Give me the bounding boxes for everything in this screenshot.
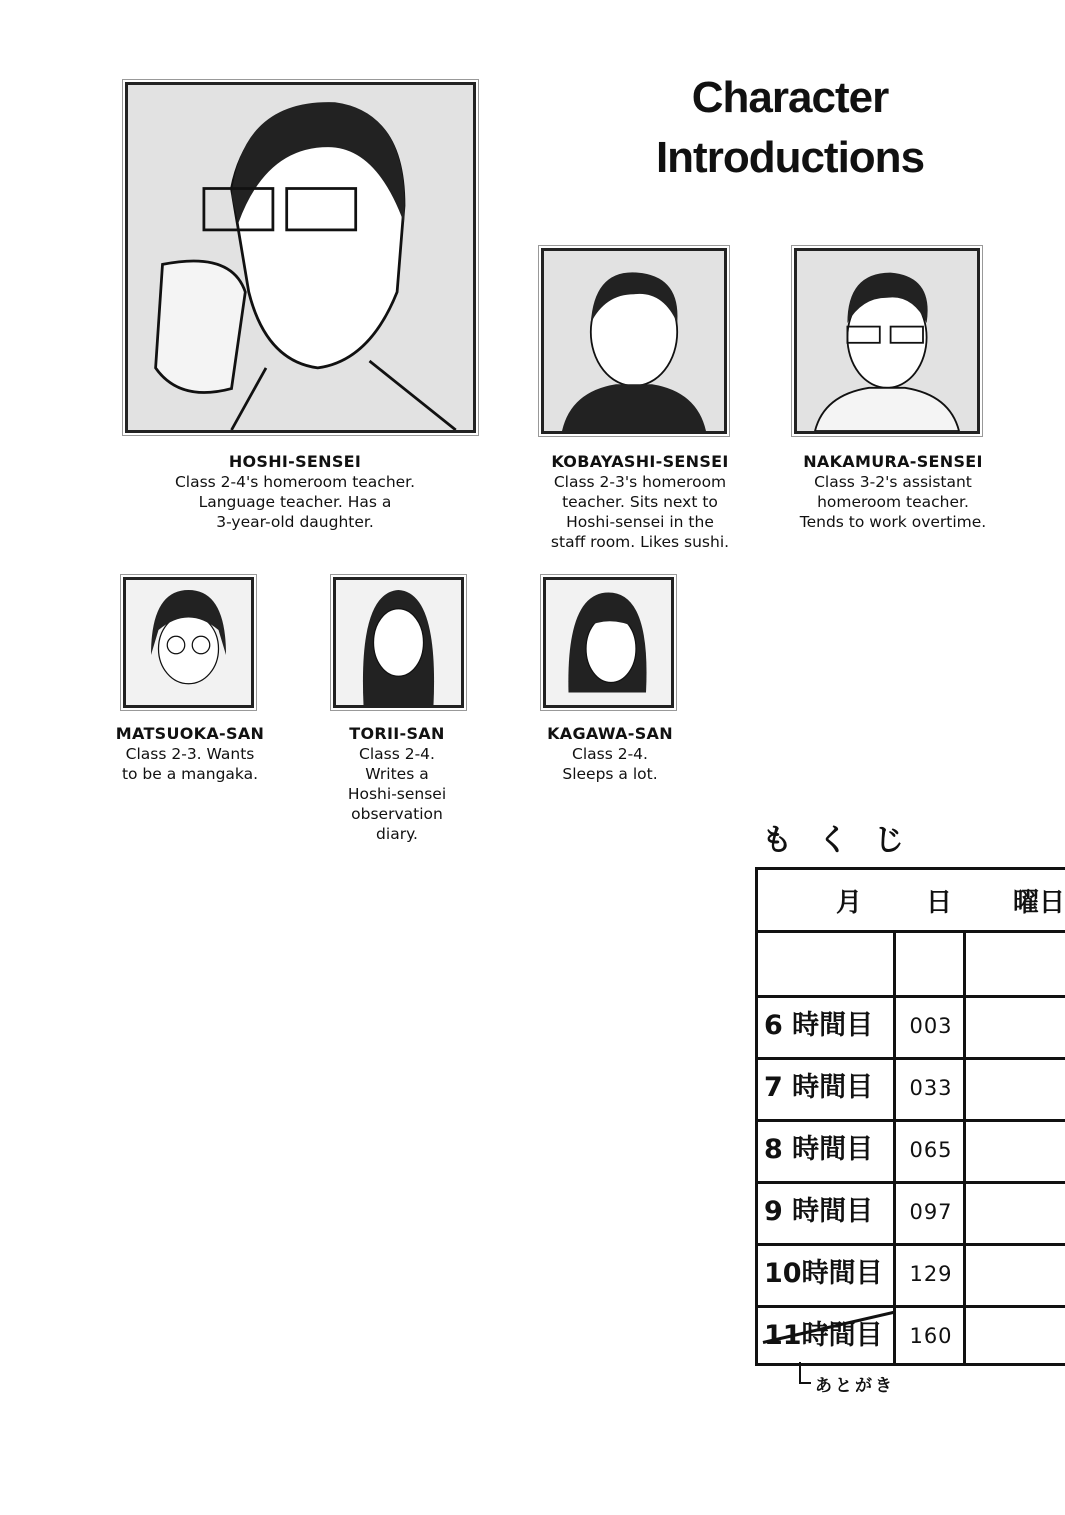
toc-chapter: 6 時間目 (758, 995, 896, 1057)
portrait-hoshi (125, 82, 476, 433)
torii-illustration (336, 580, 461, 705)
toc-page: 003 (899, 995, 966, 1057)
character-desc-line: diary. (376, 825, 418, 843)
toc-afterword: あとがき (815, 1376, 895, 1396)
toc-row[interactable] (758, 995, 1065, 1060)
character-hoshi (145, 452, 445, 532)
toc-page: 065 (899, 1119, 966, 1181)
character-desc-line: Hoshi-sensei (347, 785, 447, 803)
toc-page: 097 (899, 1181, 966, 1243)
character-desc-line: 3-year-old daughter. (216, 513, 374, 531)
toc-header (758, 870, 1065, 933)
character-desc-line: Sleeps a lot. (562, 765, 658, 783)
character-name: NAKAMURA-SENSEI (803, 452, 983, 471)
toc-row[interactable] (758, 1119, 1065, 1184)
character-desc-line: Class 2-4. (359, 745, 435, 763)
character-desc-line: to be a mangaka. (121, 765, 259, 783)
character-nakamura (773, 452, 1013, 532)
kobayashi-illustration (544, 251, 724, 431)
toc-chapter: 9 時間目 (758, 1181, 896, 1243)
portrait-kobayashi (541, 248, 727, 434)
character-desc-line: Class 2-3. Wants (125, 745, 255, 763)
toc-col-weekday: 曜日 (1013, 888, 1065, 918)
afterword-pointer (799, 1362, 811, 1384)
character-desc-line: Class 2-4. (572, 745, 648, 763)
character-matsuoka (100, 724, 280, 784)
character-desc-line: Hoshi-sensei in the (566, 513, 714, 531)
portrait-torii (333, 577, 464, 708)
title-line-2: Introductions (655, 133, 925, 182)
matsuoka-illustration (126, 580, 251, 705)
toc-row[interactable] (758, 1181, 1065, 1246)
character-desc-line: homeroom teacher. (817, 493, 969, 511)
character-desc-line: Language teacher. Has a (198, 493, 392, 511)
toc-chapter: 11時間目 (758, 1305, 896, 1366)
toc-page: 160 (899, 1305, 966, 1366)
character-name: KAGAWA-SAN (547, 724, 673, 743)
toc-heading: もくじ (762, 823, 930, 858)
character-desc-line: staff room. Likes sushi. (550, 533, 730, 551)
character-desc-line: Writes a (365, 765, 429, 783)
character-name: KOBAYASHI-SENSEI (551, 452, 729, 471)
portrait-matsuoka (123, 577, 254, 708)
character-kagawa (530, 724, 690, 784)
toc-blank-row (758, 933, 1065, 998)
character-name: HOSHI-SENSEI (228, 452, 362, 471)
character-desc-line: Tends to work overtime. (799, 513, 987, 531)
toc-row[interactable] (758, 1305, 1065, 1366)
character-kobayashi (525, 452, 755, 552)
nakamura-illustration (797, 251, 977, 431)
toc-chapter: 8 時間目 (758, 1119, 896, 1181)
character-name: MATSUOKA-SAN (115, 724, 265, 743)
character-desc-line: Class 2-4's homeroom teacher. (174, 473, 416, 491)
toc-table (755, 867, 1065, 1366)
character-desc-line: teacher. Sits next to (562, 493, 718, 511)
toc-col-month: 月 (836, 888, 863, 918)
character-desc-line: Class 2-3's homeroom (553, 473, 727, 491)
toc-row[interactable] (758, 1243, 1065, 1308)
toc-chapter: 10時間目 (758, 1243, 896, 1305)
character-torii (322, 724, 472, 844)
hoshi-illustration (128, 85, 473, 430)
page-title (590, 68, 990, 188)
toc-page: 129 (899, 1243, 966, 1305)
toc-page: 033 (899, 1057, 966, 1119)
portrait-kagawa (543, 577, 674, 708)
kagawa-illustration (546, 580, 671, 705)
character-name: TORII-SAN (349, 724, 445, 743)
title-line-1: Character (691, 73, 889, 122)
toc-col-day: 日 (926, 888, 953, 918)
character-desc-line: observation (351, 805, 443, 823)
portrait-nakamura (794, 248, 980, 434)
toc-row[interactable] (758, 1057, 1065, 1122)
toc-chapter: 7 時間目 (758, 1057, 896, 1119)
character-desc-line: Class 3-2's assistant (814, 473, 972, 491)
